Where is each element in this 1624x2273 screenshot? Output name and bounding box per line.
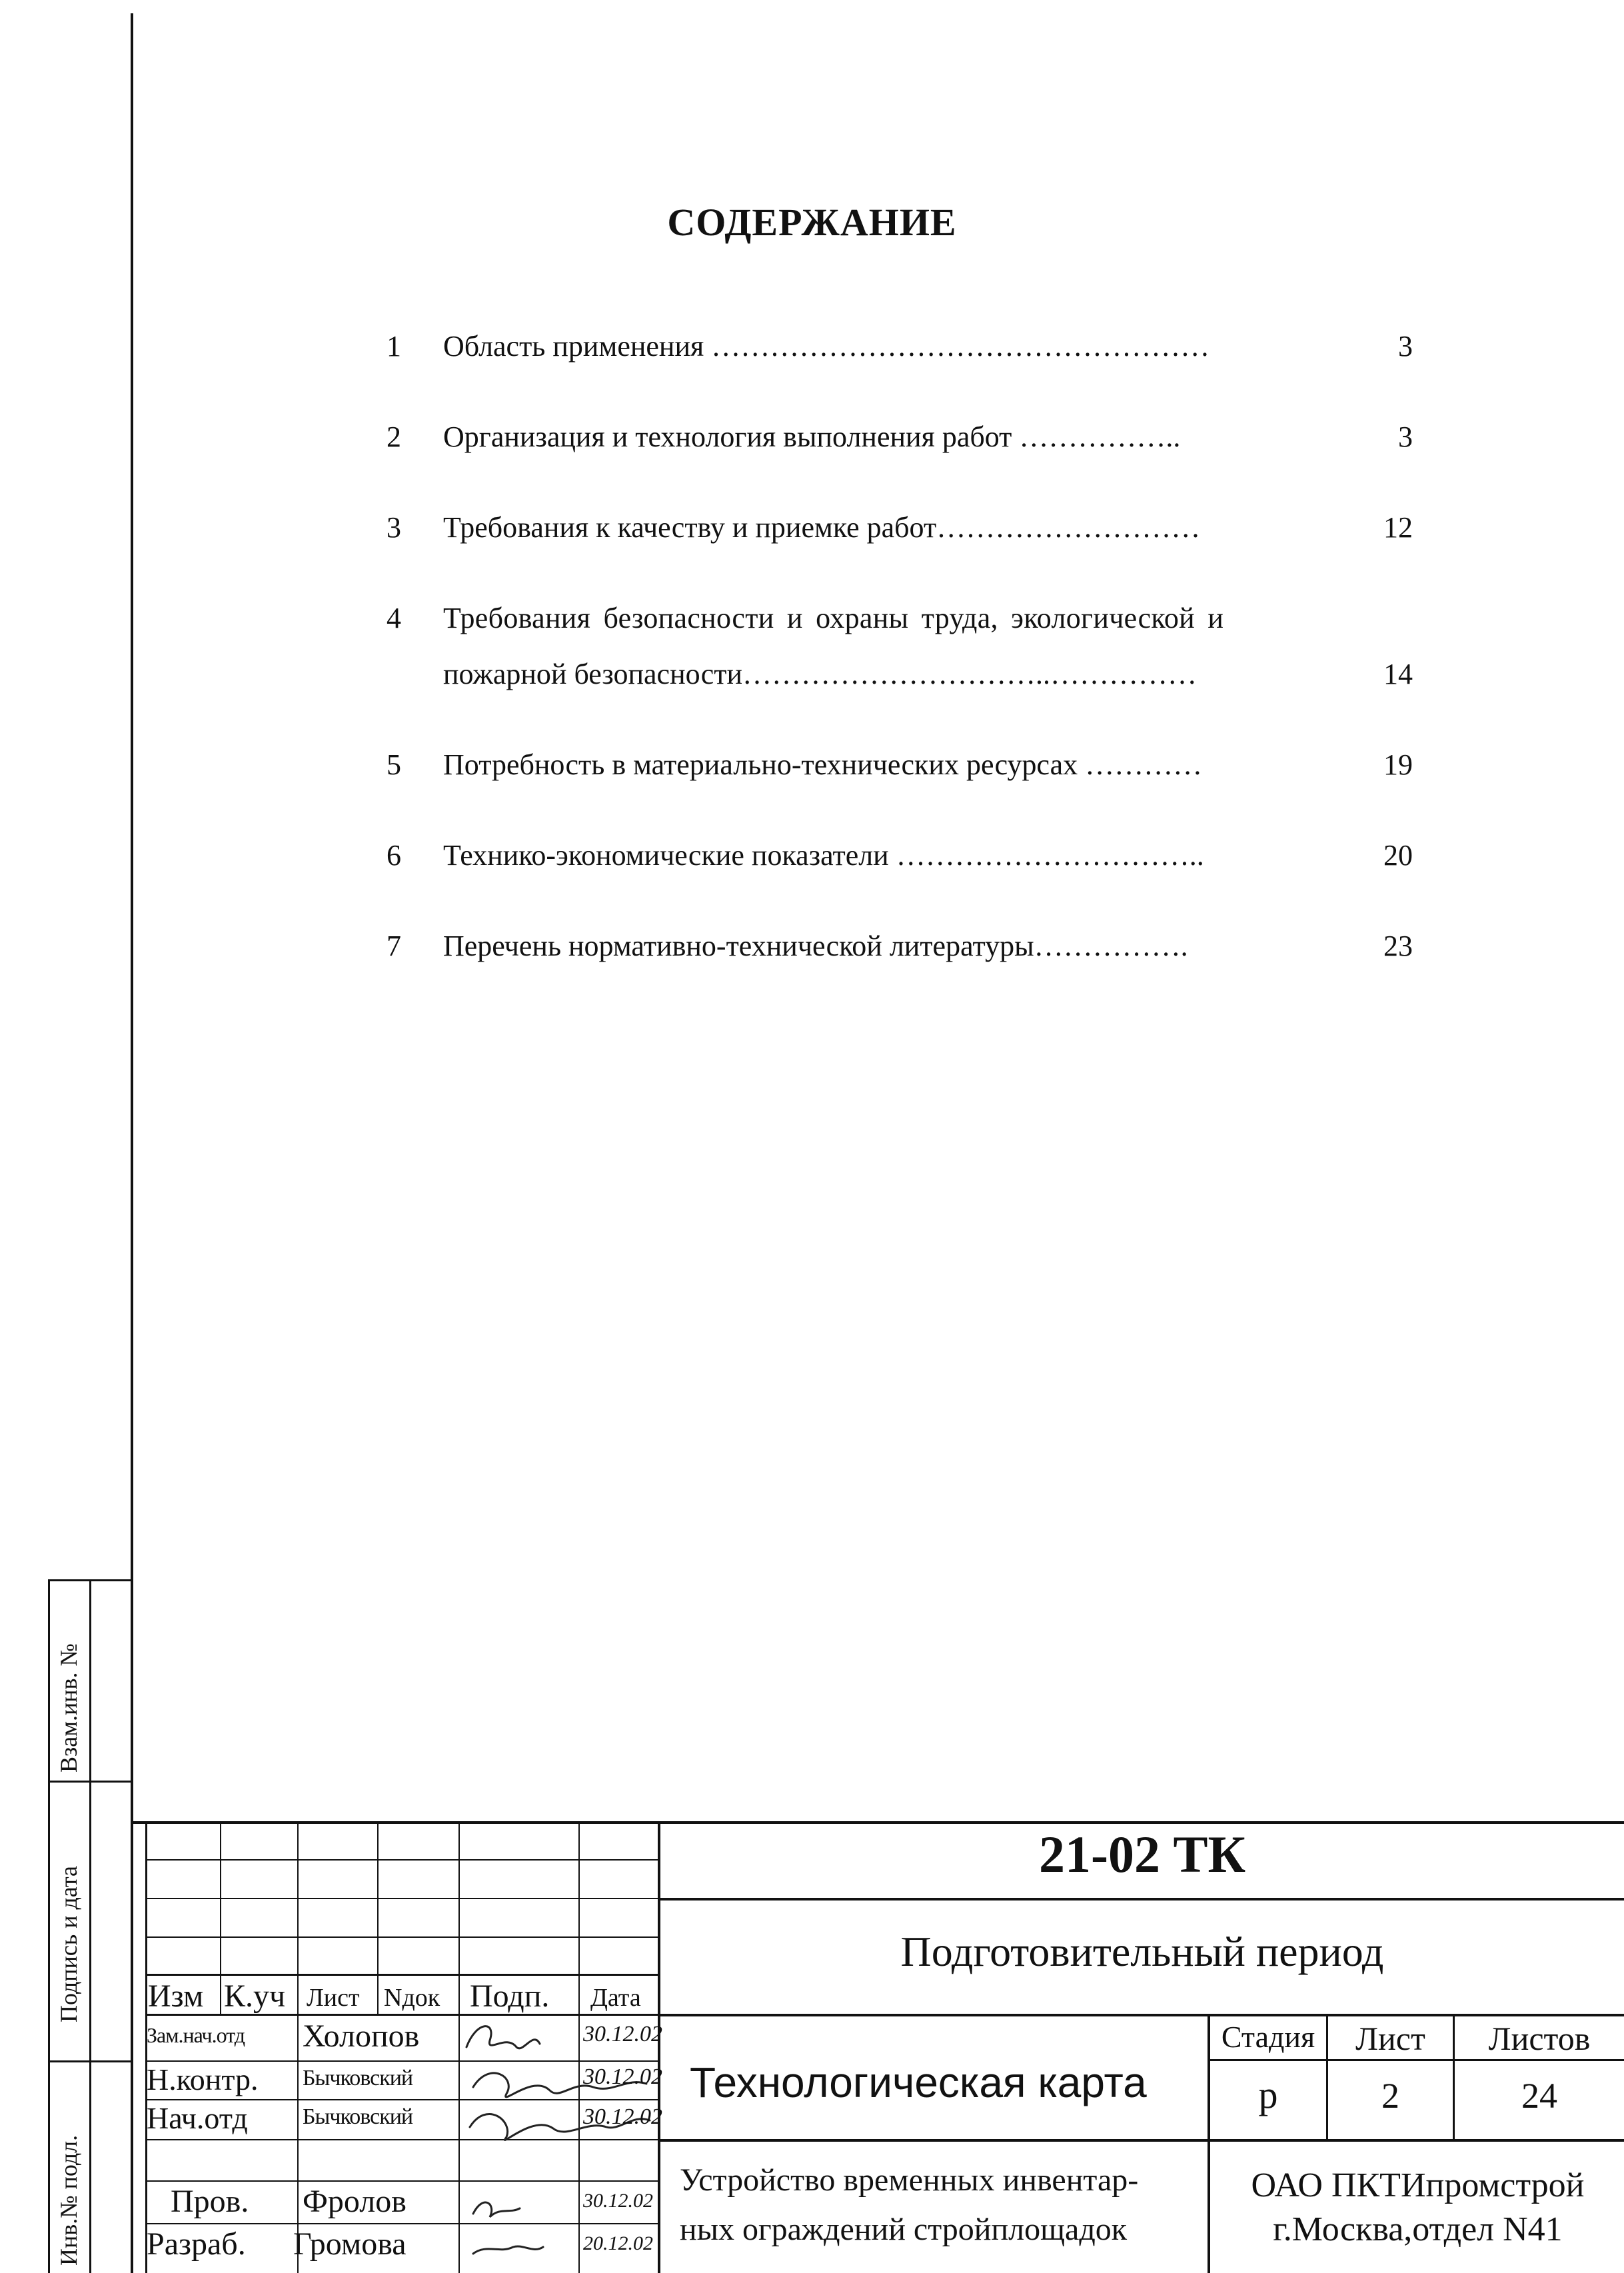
sign-date: 30.12.02 xyxy=(583,2064,662,2089)
side-stamp-border xyxy=(48,1579,50,2273)
rev-grid-rule xyxy=(145,1974,659,1976)
rev-grid-col xyxy=(297,1821,299,2273)
toc-item-number: 2 xyxy=(387,420,401,453)
toc-item-text: Организация и технология выполнения работ …………….. xyxy=(443,420,1181,453)
document-code: 21-02 ТК xyxy=(1038,1825,1246,1883)
title-rule xyxy=(658,2139,1624,2142)
role-label: Разраб. xyxy=(147,2226,246,2262)
toc-item-page: 3 xyxy=(1398,330,1413,363)
toc-item-number: 1 xyxy=(387,330,401,363)
toc-item-text: Требования к качеству и приемке работ……………………… xyxy=(443,511,1201,544)
toc-item-text: Перечень нормативно-технической литературы……………. xyxy=(443,930,1188,962)
toc-item-text: Область применения …………………………………………… xyxy=(443,330,1210,363)
side-stamp-inv-no: Инв.№ подл. xyxy=(55,2134,82,2266)
description-line1: Устройство временных инвентар- xyxy=(680,2162,1139,2198)
title-block-top-border xyxy=(131,1821,1624,1824)
role-label: Пров. xyxy=(171,2184,249,2219)
page-frame-left xyxy=(131,13,133,2273)
role-label: Нач.отд xyxy=(147,2101,248,2135)
person-name: Громова xyxy=(293,2226,406,2262)
description-line2: ных ограждений стройплощадок xyxy=(680,2212,1128,2247)
side-stamp-divider xyxy=(89,1579,91,2273)
toc-item-page: 3 xyxy=(1398,420,1413,453)
toc-item-page: 20 xyxy=(1383,839,1413,872)
header-data: Дата xyxy=(590,1984,641,2012)
title-rule xyxy=(658,1898,1624,1900)
sign-date: 30.12.02 xyxy=(583,2022,662,2046)
side-stamp-vzam-inv: Взам.инв. № xyxy=(55,1643,82,1773)
header-ndok: Nдок xyxy=(384,1984,440,2012)
header-list: Лист xyxy=(307,1984,360,2012)
toc-item-page: 12 xyxy=(1383,511,1413,544)
rev-grid-rule xyxy=(145,1859,659,1861)
header-podp: Подп. xyxy=(470,1978,550,2014)
header-kuch: К.уч xyxy=(224,1978,286,2014)
title-rule xyxy=(658,2014,1624,2016)
toc-item-number: 4 xyxy=(387,602,401,634)
toc-item-text: Технико-экономические показатели ………………………….. xyxy=(443,839,1204,872)
toc-item-text-line2: пожарной безопасности…………………………..…………… xyxy=(443,658,1198,690)
person-name: Бычковский xyxy=(303,2104,413,2129)
role-label: Н.контр. xyxy=(147,2062,259,2096)
signature-strokes xyxy=(460,2014,660,2267)
sheet-value: 2 xyxy=(1381,2076,1399,2116)
toc-item-text-line1: Требования безопасности и охраны труда, экологической и xyxy=(443,602,1224,634)
person-name: Фролов xyxy=(303,2184,406,2219)
person-name: Холопов xyxy=(303,2018,420,2054)
sign-date: 30.12.02 xyxy=(583,2104,662,2129)
toc-item-number: 7 xyxy=(387,930,401,962)
header-izm: Изм xyxy=(148,1978,204,2014)
toc-item-page: 23 xyxy=(1383,930,1413,962)
toc-item-number: 6 xyxy=(387,839,401,872)
sheets-label: Листов xyxy=(1488,2020,1591,2057)
sheets-value: 24 xyxy=(1521,2076,1557,2116)
toc-item-text: Потребность в материально-технических ресурсах ………… xyxy=(443,748,1203,781)
sheet-label: Лист xyxy=(1355,2020,1425,2057)
rev-grid-col xyxy=(377,1821,379,2014)
rev-grid-rule xyxy=(145,1936,659,1938)
sign-date: 30.12.02 xyxy=(583,2190,653,2212)
toc-title: СОДЕРЖАНИЕ xyxy=(667,201,957,244)
toc-item-number: 3 xyxy=(387,511,401,544)
toc-item-number: 5 xyxy=(387,748,401,781)
document-period: Подготовительный период xyxy=(900,1928,1384,1975)
rev-grid-col xyxy=(220,1821,221,2014)
side-stamp-sign-date: Подпись и дата xyxy=(55,1866,82,2022)
role-label: Зам.нач.отд xyxy=(147,2023,245,2047)
title-rule xyxy=(1208,2059,1624,2061)
organization-location: г.Москва,отдел N41 xyxy=(1273,2210,1563,2248)
document-type: Технологическая карта xyxy=(690,2058,1147,2106)
toc-item-page: 14 xyxy=(1383,658,1413,690)
toc-item-page: 19 xyxy=(1383,748,1413,781)
person-name: Бычковский xyxy=(303,2066,413,2090)
rev-grid-rule xyxy=(145,1898,659,1899)
stage-label: Стадия xyxy=(1221,2020,1315,2054)
sign-date: 20.12.02 xyxy=(583,2232,653,2254)
organization-name: ОАО ПКТИпромстрой xyxy=(1251,2166,1585,2204)
stage-value: р xyxy=(1258,2073,1278,2116)
